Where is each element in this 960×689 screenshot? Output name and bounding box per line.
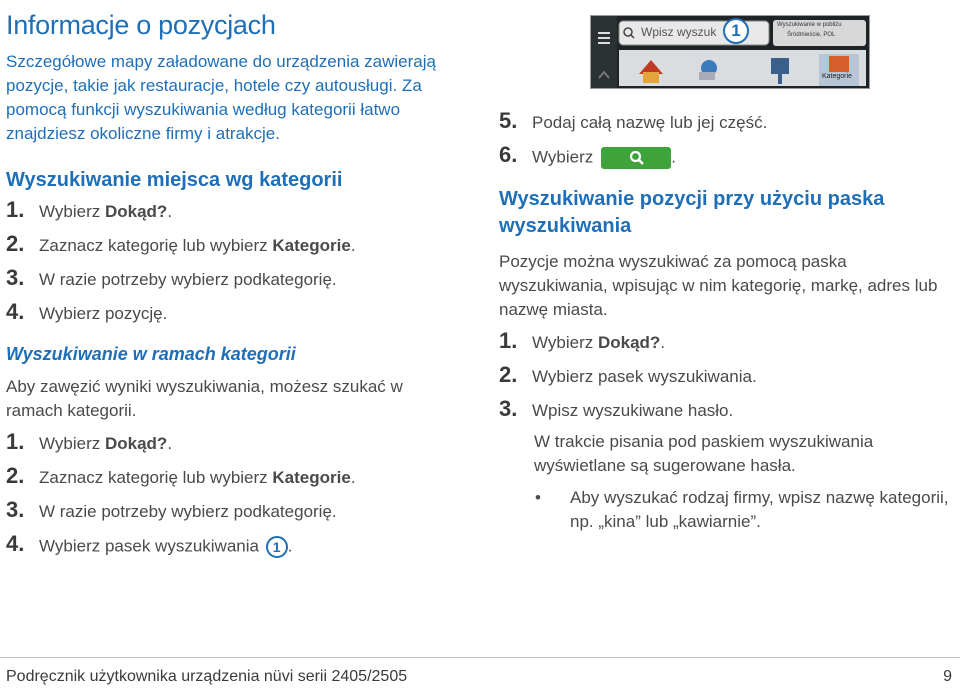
step-text: Zaznacz kategorię lub wybierz <box>39 236 273 255</box>
step-text: Wybierz <box>39 434 105 453</box>
step-number: 6. <box>499 142 518 167</box>
step-number: 3. <box>499 396 518 421</box>
step-text: Wybierz pasek wyszukiwania. <box>532 367 757 386</box>
footer-title: Podręcznik użytkownika urządzenia nüvi serii 2405/2505 <box>6 668 408 685</box>
step-text-end: . <box>350 236 356 255</box>
step-number: 4. <box>6 299 25 324</box>
search-field-placeholder: Wpisz wyszuk <box>641 25 717 39</box>
step-2 <box>6 231 466 265</box>
step-text-end: . <box>350 468 356 487</box>
section-search-bar <box>499 186 949 534</box>
device-screenshot <box>590 15 870 89</box>
section-search-in-category <box>6 344 446 565</box>
intro-text: Szczegółowe mapy załadowane do urządzenia zawierają pozycje, takie jak restauracje, hotele czy autousługi. Za pomocą funkcji wyszukiwania według kategorii łatwo znajdziesz okoliczne firmy i atrakcje. <box>6 52 436 143</box>
bullet-item <box>499 486 949 534</box>
step-number: 3. <box>6 265 25 290</box>
step-bold: Dokąd? <box>104 202 168 221</box>
step-number: 5. <box>499 108 518 133</box>
page-number: 9 <box>943 668 952 685</box>
step-3 <box>6 265 466 299</box>
step-text-end: . <box>660 333 666 352</box>
search-button[interactable] <box>601 147 671 169</box>
step-note: W trakcie pisania pod paskiem wyszukiwania wyświetlane są sugerowane hasła. <box>534 432 874 475</box>
step-4 <box>6 299 466 333</box>
step-text-end: . <box>167 434 173 453</box>
step-text-end: . <box>671 147 676 166</box>
step-3 <box>6 497 446 531</box>
step-text: Wybierz pasek wyszukiwania <box>39 536 264 555</box>
bullet-icon: • <box>535 488 541 507</box>
step-bold: Kategorie <box>272 468 351 487</box>
step-number: 2. <box>6 463 25 488</box>
step-1 <box>499 328 949 362</box>
page-footer <box>0 657 960 685</box>
callout-number-icon: 1 <box>266 536 288 558</box>
section-heading: Wyszukiwanie pozycji przy użyciu paska wyszukiwania <box>499 188 885 237</box>
step-3 <box>499 396 949 430</box>
step-text: Wpisz wyszukiwane hasło. <box>532 401 734 420</box>
section-text: Pozycje można wyszukiwać za pomocą paska wyszukiwania, wpisując w nim kategorię, markę, adres lub nazwę miasta. <box>499 252 938 319</box>
location-line-2: Śródmieście, POL <box>787 32 836 38</box>
step-4 <box>6 531 446 565</box>
step-text: Wybierz <box>532 147 594 166</box>
bullet-text: Aby wyszukać rodzaj firmy, wpisz nazwę kategorii, np. „kina” lub „kawiarnie”. <box>570 488 949 531</box>
step-text: Podaj całą nazwę lub jej część. <box>532 113 768 132</box>
step-number: 2. <box>499 362 518 387</box>
step-number: 1. <box>6 197 25 222</box>
step-text-end: . <box>287 536 293 555</box>
step-text: Zaznacz kategorię lub wybierz <box>39 468 273 487</box>
step-bold: Dokąd? <box>597 333 661 352</box>
step-number: 4. <box>6 531 25 556</box>
step-1 <box>6 429 446 463</box>
location-line-1: Wyszukiwanie w pobliżu <box>777 22 842 28</box>
step-number: 3. <box>6 497 25 522</box>
category-label: Kategorie <box>822 73 852 80</box>
step-bold: Dokąd? <box>104 434 168 453</box>
callout-number-icon: 1 <box>723 18 749 44</box>
step-number: 1. <box>6 429 25 454</box>
step-text: W razie potrzeby wybierz podkategorię. <box>39 502 337 521</box>
step-2 <box>499 362 949 396</box>
step-number: 2. <box>6 231 25 256</box>
search-icon <box>629 150 645 166</box>
step-text: W razie potrzeby wybierz podkategorię. <box>39 270 337 289</box>
step-bold: Kategorie <box>272 236 351 255</box>
step-text: Wybierz <box>532 333 598 352</box>
step-6 <box>499 142 949 176</box>
step-2 <box>6 463 446 497</box>
section-heading: Wyszukiwanie miejsca wg kategorii <box>6 169 343 191</box>
step-1 <box>6 197 466 231</box>
step-text: Wybierz pozycję. <box>39 304 168 323</box>
steps-continued <box>499 108 949 176</box>
step-text: Wybierz <box>39 202 105 221</box>
step-number: 1. <box>499 328 518 353</box>
step-text-end: . <box>167 202 173 221</box>
section-heading: Wyszukiwanie w ramach kategorii <box>6 344 296 364</box>
section-text: Aby zawęzić wyniki wyszukiwania, możesz szukać w ramach kategorii. <box>6 377 403 420</box>
step-5 <box>499 108 949 142</box>
page-title: Informacje o pozycjach <box>6 10 276 40</box>
section-category-search <box>6 167 466 333</box>
